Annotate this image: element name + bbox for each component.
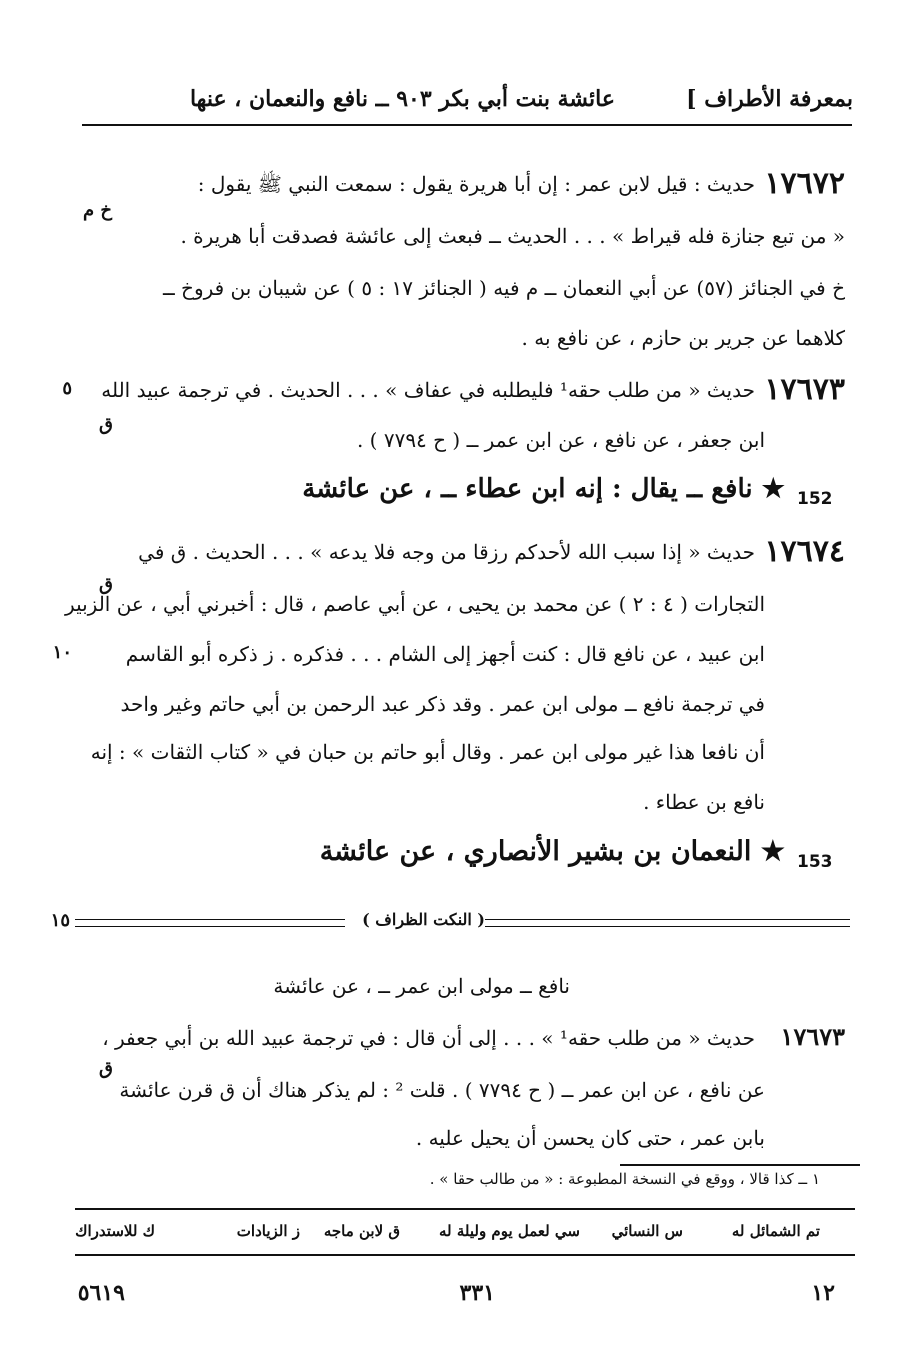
footer-right: ١٢ xyxy=(811,1280,835,1306)
footer-page-number: ٣٣١ xyxy=(459,1280,495,1306)
legend-item-ziyadat: ز الزيادات xyxy=(236,1222,300,1240)
entry-17674-line-4: في ترجمة نافع ــ مولى ابن عمر . وقد ذكر عبد الرحمن بن أبي حاتم وغير واحد xyxy=(120,692,765,716)
nukat-hadith-number: ١٧٦٧٣ xyxy=(780,1022,845,1051)
footnote: ١ ــ كذا قالا ، ووقع في النسخة المطبوعة : « من طالب حقا » . xyxy=(429,1170,820,1188)
legend-item-istidrak: ك للاستدراك xyxy=(75,1222,155,1240)
entry-17674-line-6: نافع بن عطاء . xyxy=(643,790,765,814)
section-152-number: 152 xyxy=(797,489,833,509)
nukat-side: ق xyxy=(99,1058,113,1079)
nukat-divider-left xyxy=(75,919,345,927)
nukat-line-2: عن نافع ، عن ابن عمر ــ ( ح ٧٧٩٤ ) . قلت ² : لم يذكر هناك أن ق قرن عائشة xyxy=(119,1078,765,1102)
entry-17672-line-4: كلاهما عن جرير بن حازم ، عن نافع به . xyxy=(521,326,845,350)
entry-17674-line-1: حديث « إذا سبب الله لأحدكم رزقا من وجه فلا يدعه » . . . الحديث . ق في xyxy=(138,540,755,564)
section-152-title: ★ نافع ــ يقال : إنه ابن عطاء ــ ، عن عائشة xyxy=(302,474,785,504)
entry-17674-line-3: ابن عبيد ، عن نافع قال : كنت أجهز إلى الشام . . . فذكره . ز ذكره أبو القاسم xyxy=(125,642,765,666)
entry-17672-line-3: خ في الجنائز (٥٧) عن أبي النعمان ــ م فيه ( الجنائز ١٧ : ٥ ) عن شيبان بن فروخ ــ xyxy=(162,276,845,300)
section-153-title: ★ النعمان بن بشير الأنصاري ، عن عائشة xyxy=(319,836,785,867)
hadith-number-17673: ١٧٦٧٣ xyxy=(764,372,845,407)
nukat-line-3: بابن عمر ، حتى كان يحسن أن يحيل عليه . xyxy=(415,1126,765,1150)
legend-rule-top xyxy=(75,1208,855,1210)
legend-rule-bottom xyxy=(75,1254,855,1256)
hadith-number-17672: ١٧٦٧٢ xyxy=(764,166,845,201)
legend-item-ibnmajah: ق لابن ماجه xyxy=(323,1222,400,1240)
nukat-line-1: حديث « من طلب حقه¹ » . . . إلى أن قال : في ترجمة عبيد الله بن أبي جعفر ، xyxy=(102,1026,755,1050)
entry-17673-side: ق xyxy=(99,414,113,435)
entry-17674-margin: ١٠ xyxy=(52,642,72,663)
entry-17672-side: خ م xyxy=(82,200,112,221)
nukat-margin: ١٥ xyxy=(50,910,70,931)
entry-17673-margin: ٥ xyxy=(62,378,72,399)
entry-17674-side: ق xyxy=(99,574,113,595)
footer-left: ٥٦١٩ xyxy=(77,1280,125,1306)
entry-17674-line-5: أن نافعا هذا غير مولى ابن عمر . وقال أبو حاتم بن حبان في « كتاب الثقات » : إنه xyxy=(90,740,765,764)
header-rule xyxy=(82,124,852,126)
legend-item-amal: سي لعمل يوم وليلة له xyxy=(439,1222,580,1240)
nukat-subtitle: نافع ــ مولى ابن عمر ــ ، عن عائشة xyxy=(273,974,570,998)
entry-17672-line-1: حديث : قيل لابن عمر : إن أبا هريرة يقول : سمعت النبي ﷺ يقول : xyxy=(197,172,755,196)
entry-17674-line-2: التجارات ( ٤ : ٢ ) عن محمد بن يحيى ، عن أبي عاصم ، قال : أخبرني أبي ، عن الزبير xyxy=(65,592,765,616)
entry-17673-line-2: ابن جعفر ، عن نافع ، عن ابن عمر ــ ( ح ٧٧٩٤ ) . xyxy=(356,428,765,452)
hadith-number-17674: ١٧٦٧٤ xyxy=(764,534,845,569)
legend-item-shamail: تم الشمائل له xyxy=(731,1222,820,1240)
footnote-rule xyxy=(620,1164,860,1166)
header-right: بمعرفة الأطراف ] xyxy=(686,86,853,112)
nukat-divider-right xyxy=(485,919,850,927)
legend-item-nasai: س النسائي xyxy=(611,1222,683,1240)
entry-17672-line-2: « من تبع جنازة فله قيراط » . . . الحديث ــ فبعث إلى عائشة فصدقت أبا هريرة . xyxy=(180,224,845,248)
entry-17673-line-1: حديث « من طلب حقه¹ فليطلبه في عفاف » . . . الحديث . في ترجمة عبيد الله xyxy=(101,378,755,402)
section-153-number: 153 xyxy=(797,852,833,872)
nukat-label: ( النكت الظراف ) xyxy=(362,910,485,929)
header-center: عائشة بنت أبي بكر ٩٠٣ ــ نافع والنعمان ، عنها xyxy=(189,86,615,112)
